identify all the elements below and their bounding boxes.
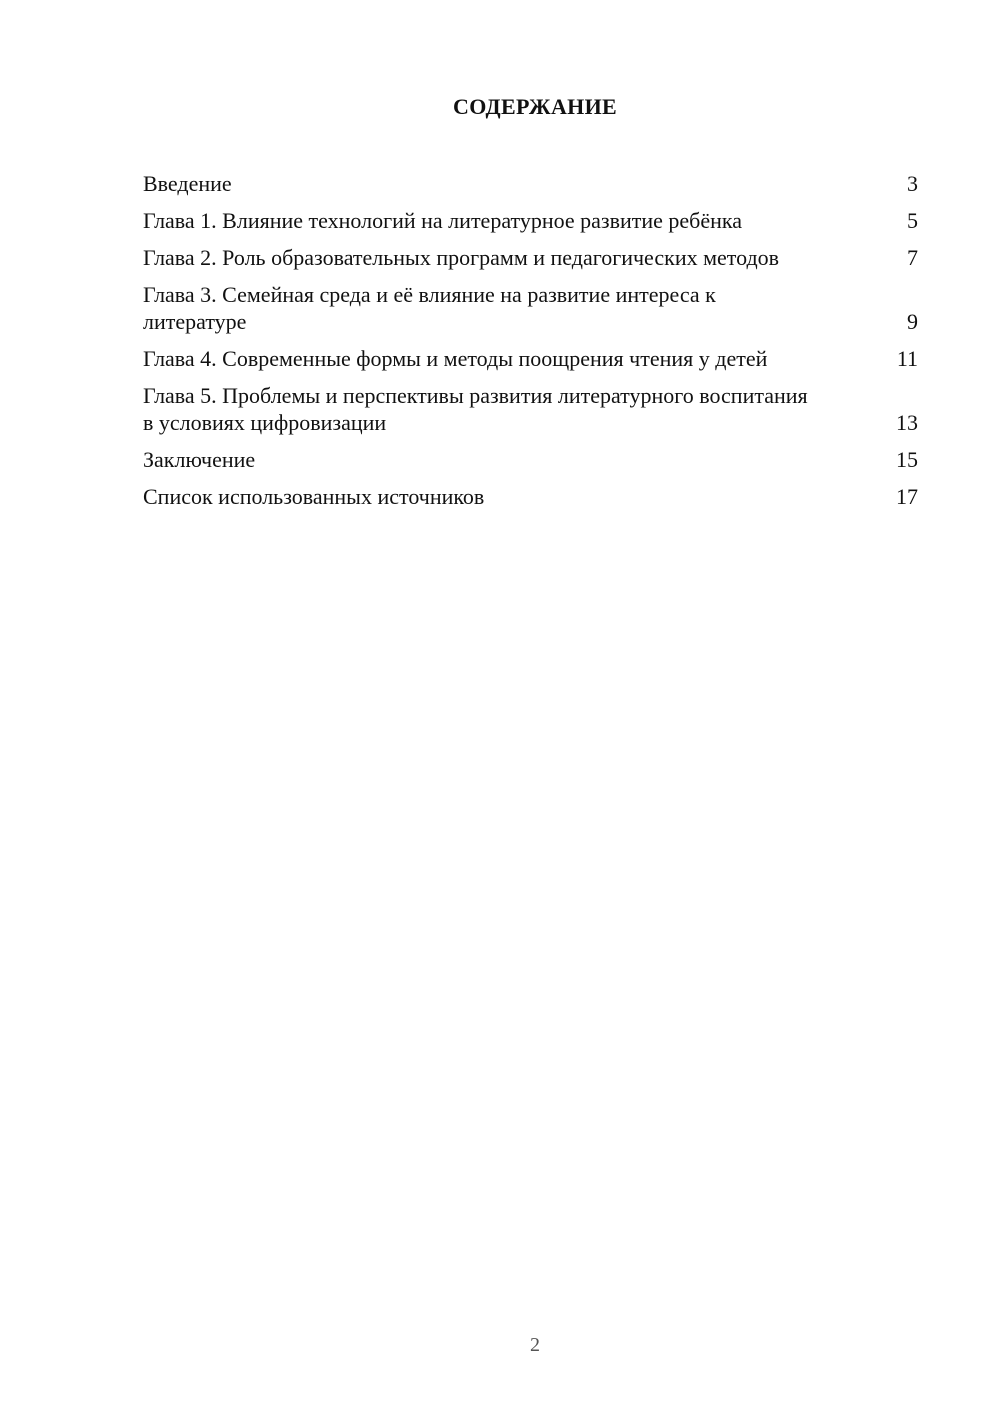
toc-entry-title: Глава 4. Современные формы и методы поощрения чтения у детей <box>143 346 768 371</box>
toc-entry-page: 9 <box>907 309 918 334</box>
toc-entry-introduction[interactable] <box>143 170 918 197</box>
toc-entry-chapter-2[interactable] <box>143 244 918 271</box>
toc-entry-page: 7 <box>907 245 918 270</box>
toc-entry-chapter-1[interactable] <box>143 207 918 234</box>
toc-entry-title: Глава 2. Роль образовательных программ и педагогических методов <box>143 245 780 270</box>
toc-entry-references[interactable] <box>143 483 918 510</box>
page-number: 2 <box>530 1334 540 1356</box>
toc-entry-title: Заключение <box>143 447 256 472</box>
toc-entry-title: Глава 5. Проблемы и перспективы развития литературного воспитания в условиях цифровизации <box>143 383 808 435</box>
toc-entry-title: Глава 3. Семейная среда и её влияние на развитие интереса к литературе <box>143 282 716 334</box>
toc-entry-title: Список использованных источников <box>143 484 485 509</box>
toc-entry-chapter-3[interactable] <box>143 281 918 335</box>
toc-entry-page: 13 <box>896 410 918 435</box>
toc-entry-chapter-5[interactable] <box>143 382 918 436</box>
toc-entry-title: Глава 1. Влияние технологий на литературное развитие ребёнка <box>143 208 743 233</box>
toc-entry-page: 11 <box>896 346 918 371</box>
page-title: СОДЕРЖАНИЕ <box>453 94 617 119</box>
toc-entry-page: 15 <box>896 447 918 472</box>
table-of-contents <box>143 170 918 520</box>
toc-entry-page: 3 <box>907 171 918 196</box>
toc-entry-chapter-4[interactable] <box>143 345 918 372</box>
toc-entry-page: 5 <box>907 208 918 233</box>
toc-entry-page: 17 <box>896 484 918 509</box>
toc-entry-conclusion[interactable] <box>143 446 918 473</box>
toc-entry-title: Введение <box>143 171 232 196</box>
